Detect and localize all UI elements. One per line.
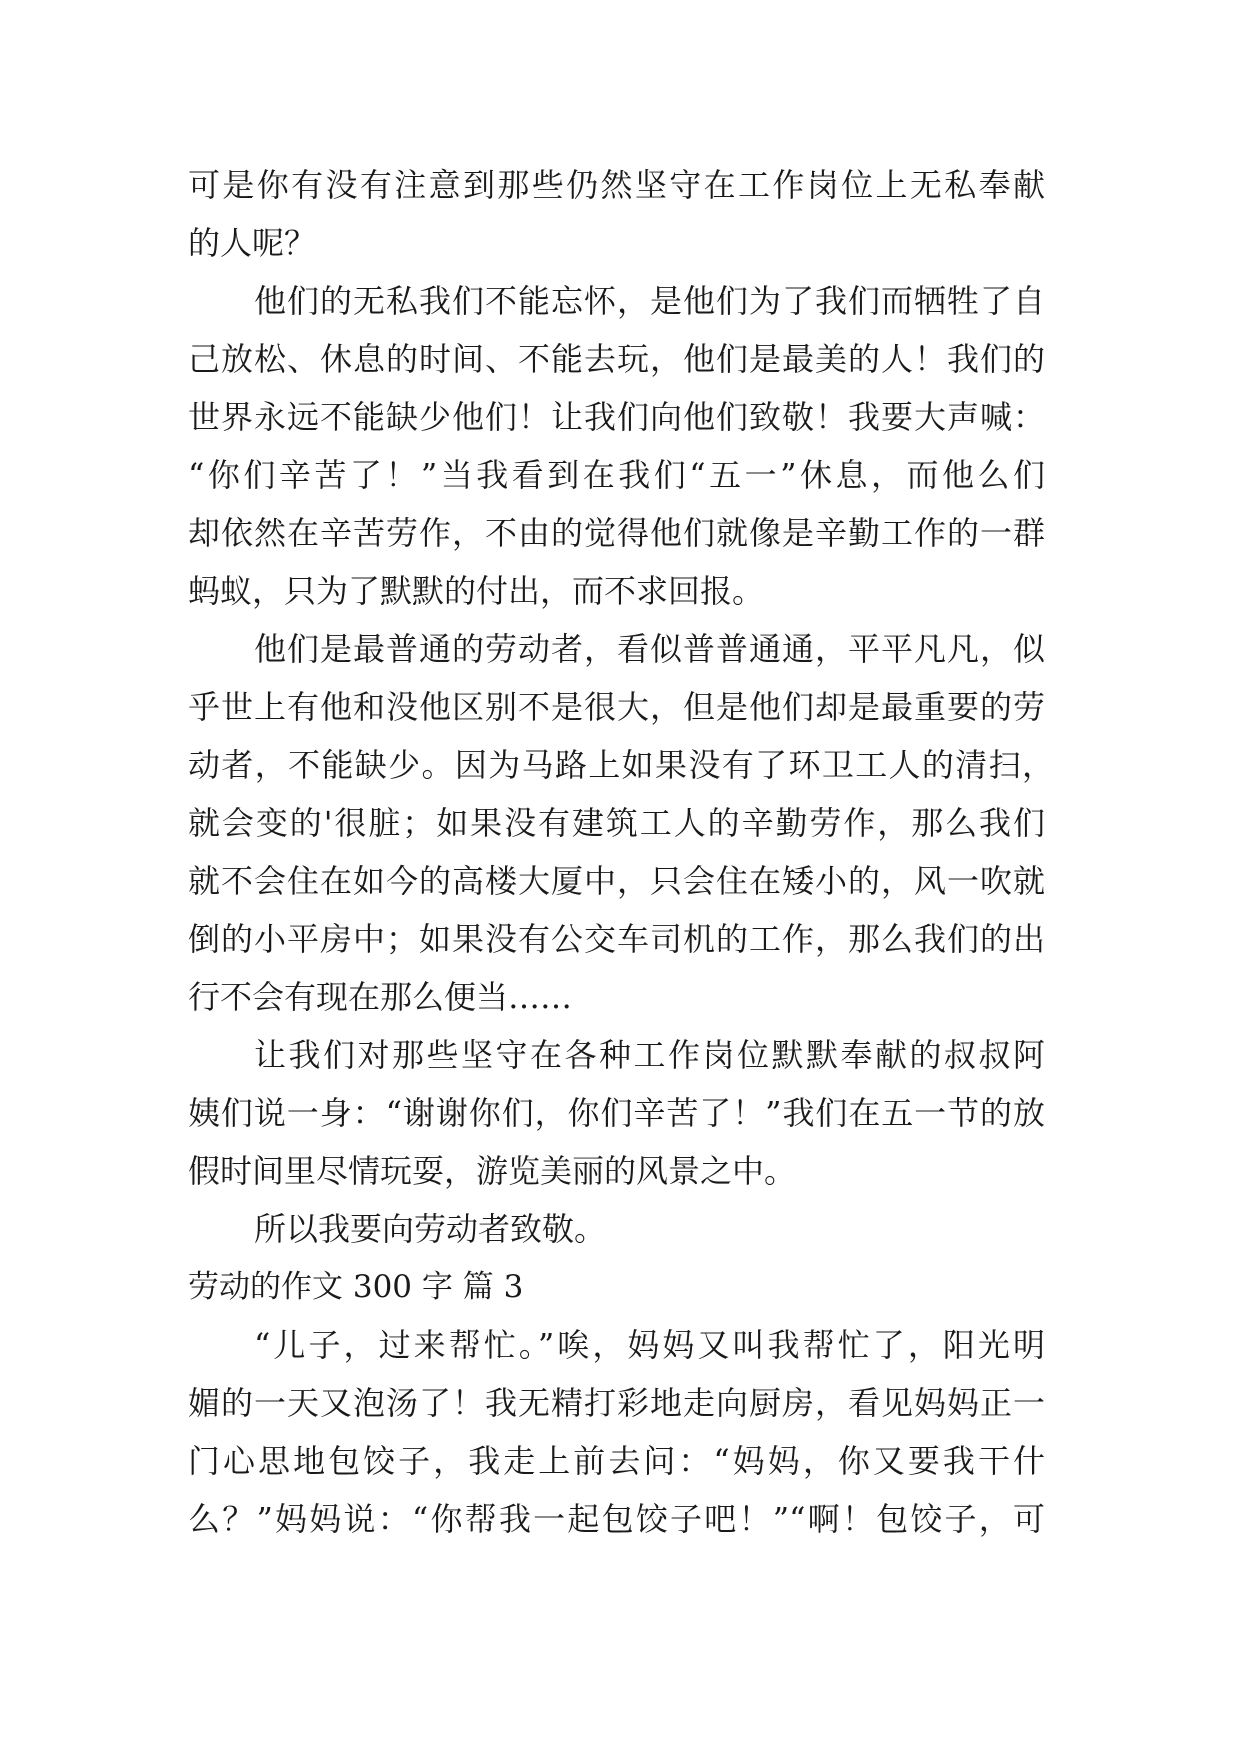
text-line-content: 己放松、休息的时间、不能去玩，他们是最美的人！我们的: [188, 340, 1045, 378]
text-line-content: 姨们说一身：“谢谢你们，你们辛苦了！”我们在五一节的放: [188, 1094, 1045, 1132]
text-line: [0, 1490, 1241, 1548]
text-line-content: 就不会住在如今的高楼大厦中，只会住在矮小的，风一吹就: [188, 862, 1045, 900]
text-line: [0, 388, 1241, 446]
text-line-content: 他们是最普通的劳动者，看似普普通通，平平凡凡，似: [254, 630, 1045, 668]
text-line-content: 动者，不能缺少。因为马路上如果没有了环卫工人的清扫，: [188, 746, 1054, 784]
text-line-content: 乎世上有他和没他区别不是很大，但是他们却是最重要的劳: [188, 688, 1045, 726]
text-line-content: 世界永远不能缺少他们！让我们向他们致敬！我要大声喊：: [188, 398, 1045, 436]
paragraph-first-line: [0, 1316, 1241, 1374]
text-line-content: 所以我要向劳动者致敬。: [254, 1210, 607, 1248]
text-line-content: 行不会有现在那么便当……: [188, 978, 573, 1016]
section-heading-text: 劳动的作文 300 字 篇 3: [188, 1269, 524, 1305]
text-line: [0, 910, 1241, 968]
text-line: [0, 330, 1241, 388]
paragraph-first-line: [0, 1026, 1241, 1084]
text-line-content: 可是你有没有注意到那些仍然坚守在工作岗位上无私奉献: [188, 166, 1045, 204]
text-line: [0, 1084, 1241, 1142]
text-line-content: 媚的一天又泡汤了！我无精打彩地走向厨房，看见妈妈正一: [188, 1384, 1045, 1422]
text-line: [0, 562, 1241, 620]
text-line-content: 么？”妈妈说：“你帮我一起包饺子吧！”“啊！包饺子，可: [188, 1500, 1045, 1538]
text-line: [0, 794, 1241, 852]
text-line-content: “儿子，过来帮忙。”唉，妈妈又叫我帮忙了，阳光明: [254, 1326, 1045, 1364]
paragraph-first-line: [0, 1200, 1241, 1258]
text-line-content: 的人呢？: [188, 224, 317, 262]
text-line-content: 却依然在辛苦劳作，不由的觉得他们就像是辛勤工作的一群: [188, 514, 1045, 552]
paragraph-first-line: [0, 272, 1241, 330]
text-line-content: 门心思地包饺子，我走上前去问：“妈妈，你又要我干什: [188, 1442, 1045, 1480]
text-line-content: 就会变的'很脏；如果没有建筑工人的辛勤劳作，那么我们: [188, 804, 1045, 842]
paragraph-first-line: [0, 620, 1241, 678]
text-line: [0, 1374, 1241, 1432]
text-line: [0, 156, 1241, 214]
text-line-content: 他们的无私我们不能忘怀，是他们为了我们而牺牲了自: [254, 282, 1045, 320]
text-line: [0, 852, 1241, 910]
text-line: [0, 1432, 1241, 1490]
text-line-content: 让我们对那些坚守在各种工作岗位默默奉献的叔叔阿: [254, 1036, 1045, 1074]
text-line: [0, 968, 1241, 1026]
text-line-content: “你们辛苦了！”当我看到在我们“五一”休息，而他么们: [188, 456, 1045, 494]
text-line-content: 蚂蚁，只为了默默的付出，而不求回报。: [188, 572, 765, 610]
section-heading: [0, 1258, 1241, 1316]
text-line: [0, 1142, 1241, 1200]
text-line: [0, 678, 1241, 736]
text-line: [0, 504, 1241, 562]
text-line: [0, 736, 1241, 794]
text-line: [0, 446, 1241, 504]
text-line: [0, 214, 1241, 272]
text-line-content: 假时间里尽情玩耍，游览美丽的风景之中。: [188, 1152, 797, 1190]
text-line-content: 倒的小平房中；如果没有公交车司机的工作，那么我们的出: [188, 920, 1045, 958]
